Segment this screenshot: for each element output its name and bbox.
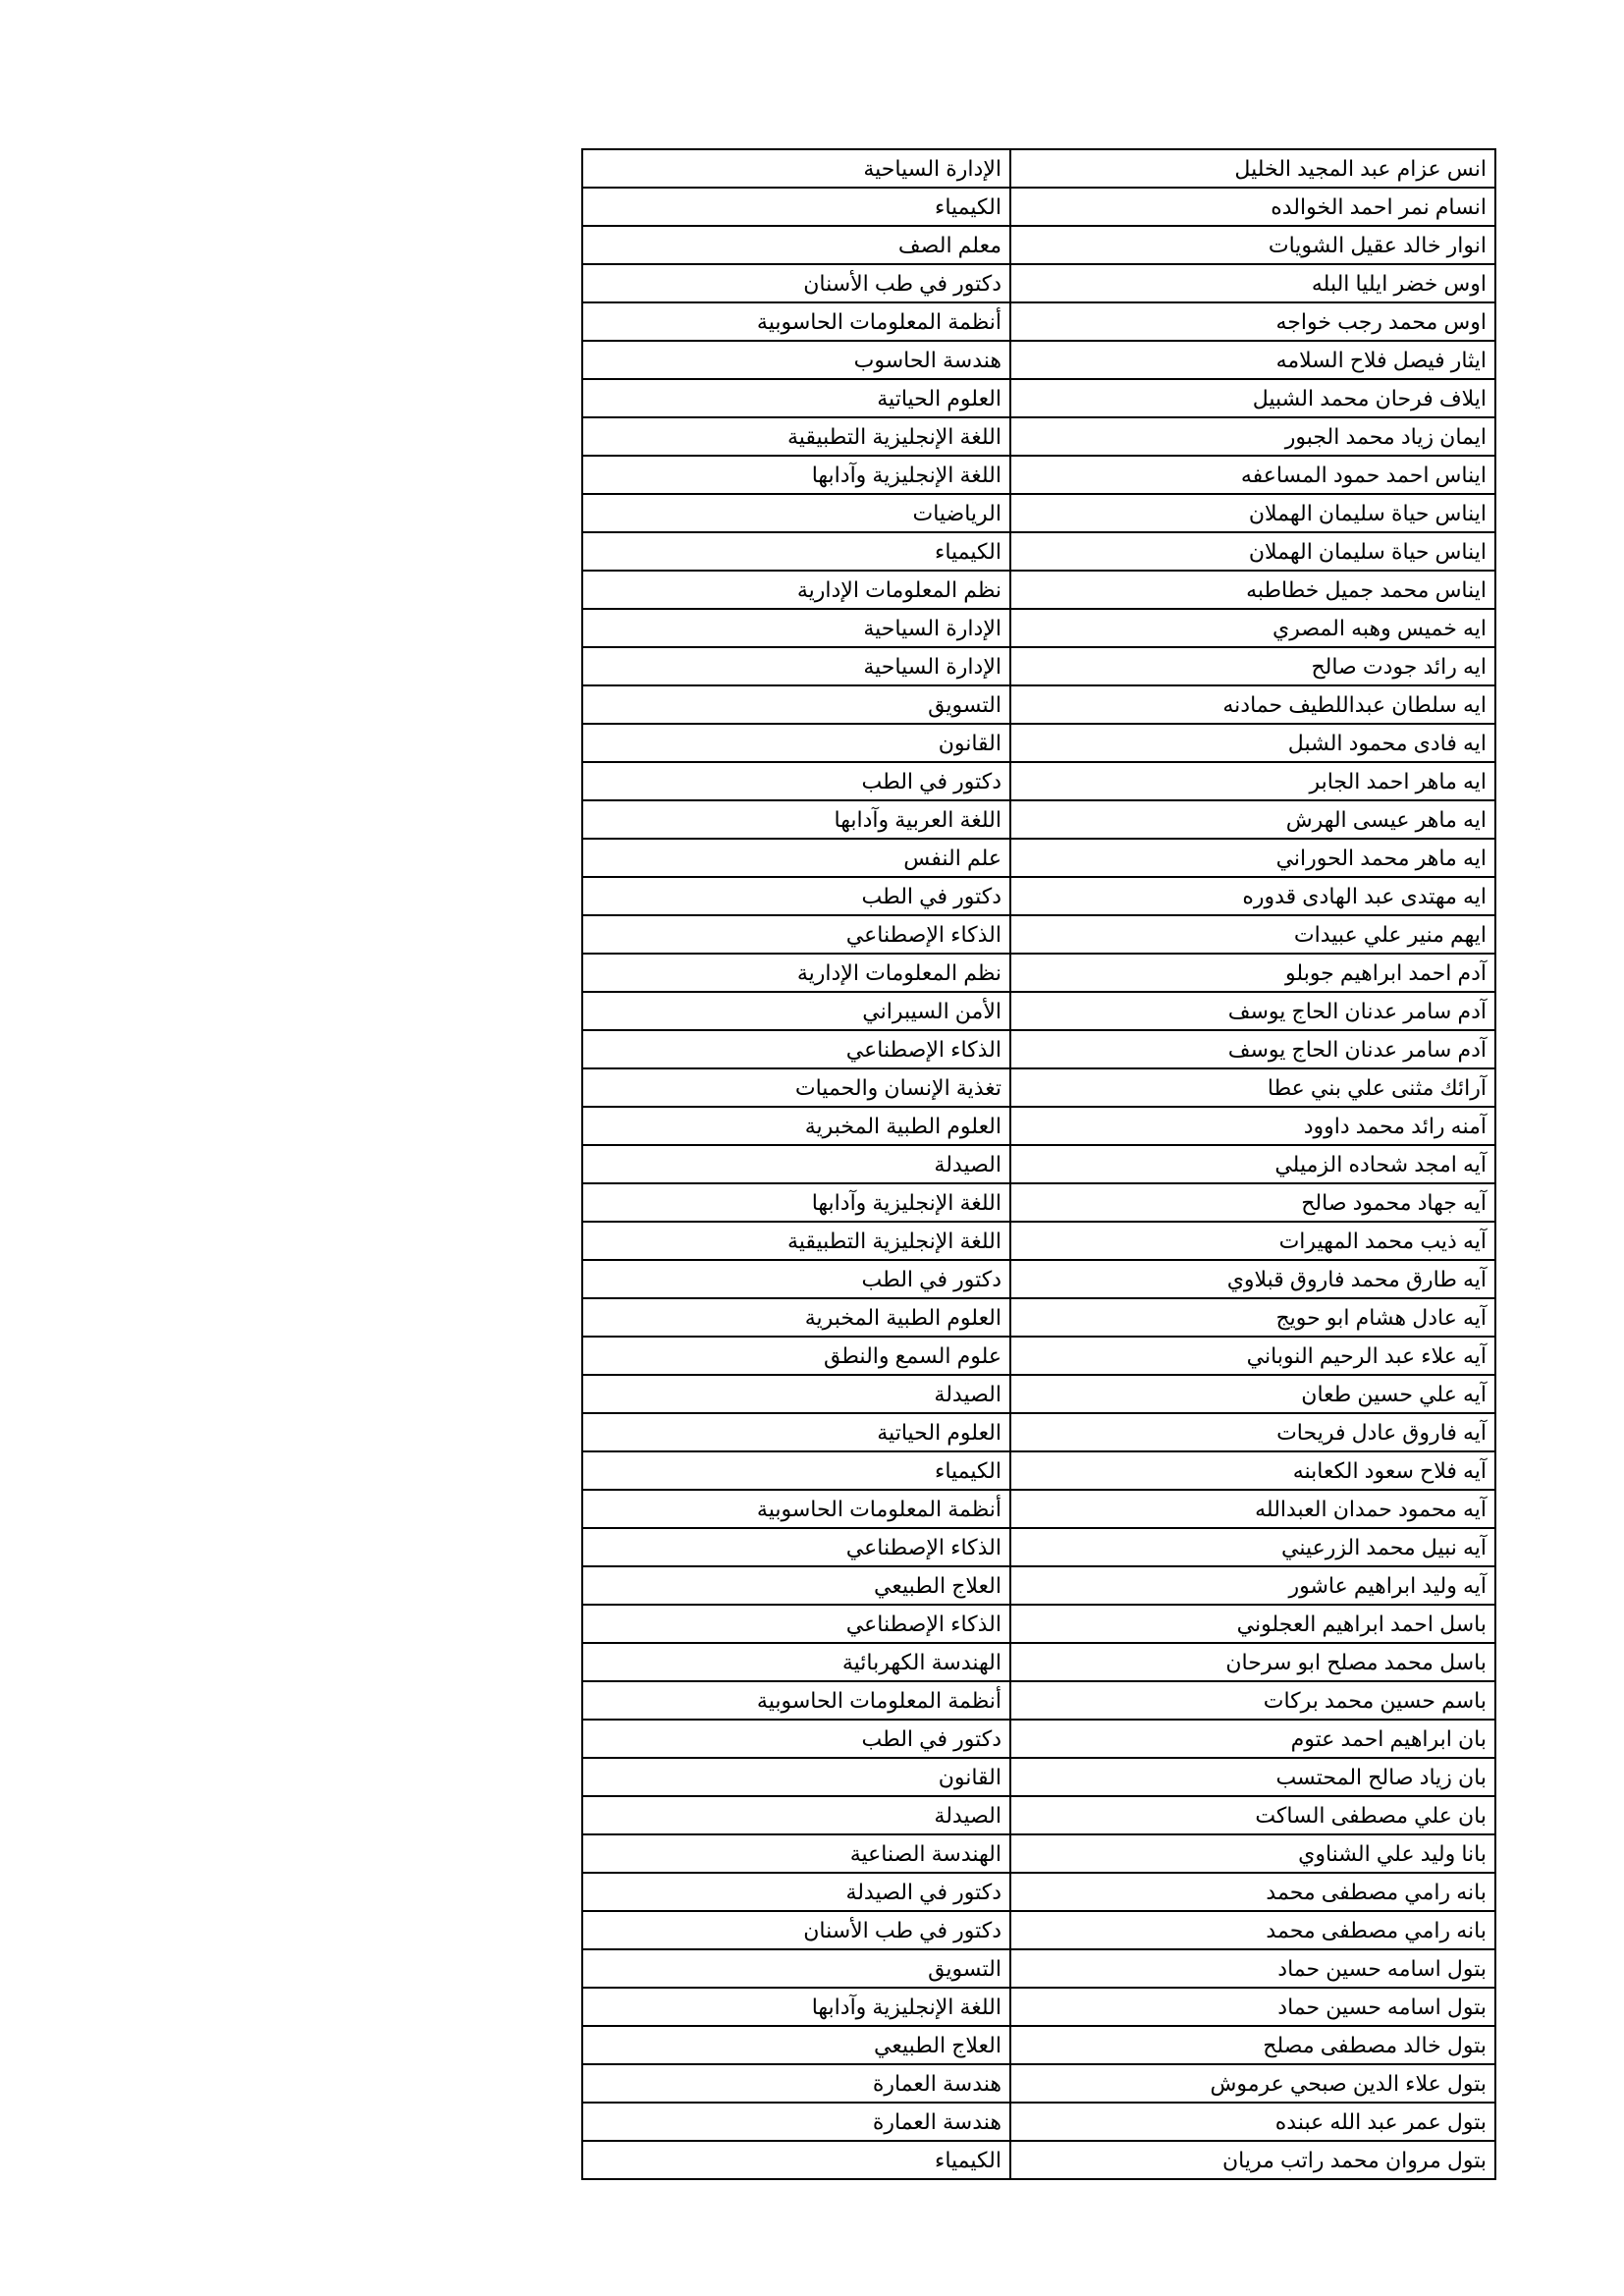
student-name-cell: آيه امجد شحاده الزميلي [1010,1145,1495,1183]
major-cell: الصيدلة [582,1375,1010,1413]
table-row [582,2103,1495,2141]
table-row [582,226,1495,264]
student-name-cell: آيه ذيب محمد المهيرات [1010,1222,1495,1260]
student-name-cell: ايه رائد جودت صالح [1010,647,1495,685]
table-row [582,341,1495,379]
table-row [582,302,1495,341]
student-name-cell: آرائك مثنى علي بني عطا [1010,1068,1495,1107]
student-name-cell: انسام نمر احمد الخوالده [1010,188,1495,226]
table-row [582,532,1495,571]
table-row [582,1758,1495,1796]
table-row [582,1375,1495,1413]
major-cell: أنظمة المعلومات الحاسوبية [582,1490,1010,1528]
table-row [582,1183,1495,1222]
table-row [582,494,1495,532]
student-name-cell: ايهم منير علي عبيدات [1010,915,1495,954]
student-name-cell: بتول علاء الدين صبحي عرموش [1010,2064,1495,2103]
table-row [582,1873,1495,1911]
student-name-cell: ايه مهتدى عبد الهادى قدوره [1010,877,1495,915]
student-name-cell: آمنه رائد محمد داوود [1010,1107,1495,1145]
major-cell: التسويق [582,1949,1010,1988]
major-cell: الكيمياء [582,1451,1010,1490]
table-row [582,609,1495,647]
student-name-cell: بان ابراهيم احمد عتوم [1010,1720,1495,1758]
student-name-cell: ايه ماهر محمد الحوراني [1010,839,1495,877]
student-name-cell: آيه جهاد محمود صالح [1010,1183,1495,1222]
major-cell: الكيمياء [582,2141,1010,2179]
table-row [582,456,1495,494]
table-row [582,1720,1495,1758]
table-row [582,1528,1495,1566]
table-row [582,647,1495,685]
major-cell: الهندسة الكهربائية [582,1643,1010,1681]
student-name-cell: اوس محمد رجب خواجه [1010,302,1495,341]
student-name-cell: بان علي مصطفى الساكت [1010,1796,1495,1834]
student-name-cell: آدم سامر عدنان الحاج يوسف [1010,992,1495,1030]
student-name-cell: آيه علاء عبد الرحيم النوباني [1010,1337,1495,1375]
major-cell: تغذية الإنسان والحميات [582,1068,1010,1107]
table-row [582,1566,1495,1605]
table-row [582,1107,1495,1145]
major-cell: العلوم الطبية المخبرية [582,1298,1010,1337]
major-cell: علم النفس [582,839,1010,877]
major-cell: هندسة العمارة [582,2064,1010,2103]
student-name-cell: آيه نبيل محمد الزرعيني [1010,1528,1495,1566]
major-cell: العلاج الطبيعي [582,1566,1010,1605]
student-name-cell: ايثار فيصل فلاح السلامه [1010,341,1495,379]
major-cell: الصيدلة [582,1796,1010,1834]
table-row [582,724,1495,762]
major-cell: العلاج الطبيعي [582,2026,1010,2064]
table-row [582,1949,1495,1988]
table-row [582,915,1495,954]
major-cell: دكتور في الطب [582,1720,1010,1758]
student-name-cell: آيه وليد ابراهيم عاشور [1010,1566,1495,1605]
table-row [582,992,1495,1030]
student-name-cell: بتول خالد مصطفى مصلح [1010,2026,1495,2064]
major-cell: دكتور في الصيدلة [582,1873,1010,1911]
major-cell: الصيدلة [582,1145,1010,1183]
major-cell: الذكاء الإصطناعي [582,1528,1010,1566]
major-cell: اللغة الإنجليزية التطبيقية [582,1222,1010,1260]
major-cell: دكتور في الطب [582,1260,1010,1298]
student-name-cell: بانا وليد علي الشناوي [1010,1834,1495,1873]
major-cell: معلم الصف [582,226,1010,264]
student-name-cell: ايناس احمد حمود المساعفه [1010,456,1495,494]
student-name-cell: ايه فادى محمود الشبل [1010,724,1495,762]
table-row [582,1413,1495,1451]
major-cell: القانون [582,724,1010,762]
student-name-cell: ايه ماهر عيسى الهرش [1010,800,1495,839]
records-table [581,148,1496,2180]
major-cell: نظم المعلومات الإدارية [582,571,1010,609]
student-name-cell: ايلاف فرحان محمد الشبيل [1010,379,1495,417]
student-name-cell: انوار خالد عقيل الشويات [1010,226,1495,264]
student-name-cell: آيه طارق محمد فاروق قبلاوي [1010,1260,1495,1298]
major-cell: الكيمياء [582,532,1010,571]
table-row [582,149,1495,188]
major-cell: دكتور في طب الأسنان [582,264,1010,302]
table-row [582,1988,1495,2026]
student-name-cell: اوس خضر ايليا البله [1010,264,1495,302]
table-row [582,2141,1495,2179]
table-row [582,2026,1495,2064]
student-name-cell: باسل محمد مصلح ابو سرحان [1010,1643,1495,1681]
student-name-cell: انس عزام عبد المجيد الخليل [1010,149,1495,188]
student-name-cell: بانه رامي مصطفى محمد [1010,1911,1495,1949]
major-cell: الإدارة السياحية [582,647,1010,685]
table-row [582,1260,1495,1298]
major-cell: هندسة الحاسوب [582,341,1010,379]
major-cell: الهندسة الصناعية [582,1834,1010,1873]
table-row [582,685,1495,724]
major-cell: الكيمياء [582,188,1010,226]
table-row [582,1643,1495,1681]
student-name-cell: بتول مروان محمد راتب مريان [1010,2141,1495,2179]
student-name-cell: ايه ماهر احمد الجابر [1010,762,1495,800]
table-row [582,1911,1495,1949]
student-name-cell: ايمان زياد محمد الجبور [1010,417,1495,456]
table-row [582,417,1495,456]
major-cell: هندسة العمارة [582,2103,1010,2141]
major-cell: اللغة الإنجليزية وآدابها [582,456,1010,494]
student-name-cell: ايه خميس وهبه المصري [1010,609,1495,647]
table-row [582,1490,1495,1528]
student-name-cell: بتول اسامه حسين حماد [1010,1988,1495,2026]
table-row [582,1796,1495,1834]
table-row [582,264,1495,302]
major-cell: علوم السمع والنطق [582,1337,1010,1375]
table-row [582,1337,1495,1375]
major-cell: الإدارة السياحية [582,149,1010,188]
table-row [582,2064,1495,2103]
table-row [582,839,1495,877]
major-cell: اللغة الإنجليزية وآدابها [582,1988,1010,2026]
major-cell: العلوم الحياتية [582,1413,1010,1451]
student-name-cell: آدم سامر عدنان الحاج يوسف [1010,1030,1495,1068]
student-name-cell: ايناس محمد جميل خطاطبه [1010,571,1495,609]
table-row [582,1068,1495,1107]
major-cell: التسويق [582,685,1010,724]
major-cell: أنظمة المعلومات الحاسوبية [582,1681,1010,1720]
student-name-cell: آدم احمد ابراهيم جوبلو [1010,954,1495,992]
student-name-cell: آيه فاروق عادل فريحات [1010,1413,1495,1451]
major-cell: أنظمة المعلومات الحاسوبية [582,302,1010,341]
major-cell: اللغة الإنجليزية وآدابها [582,1183,1010,1222]
student-name-cell: بتول عمر عبد الله عبنده [1010,2103,1495,2141]
major-cell: دكتور في الطب [582,877,1010,915]
student-name-cell: ايه سلطان عبداللطيف حمادنه [1010,685,1495,724]
table-row [582,571,1495,609]
major-cell: العلوم الطبية المخبرية [582,1107,1010,1145]
table-row [582,1298,1495,1337]
major-cell: الأمن السيبراني [582,992,1010,1030]
table-row [582,1681,1495,1720]
table-row [582,800,1495,839]
major-cell: الرياضيات [582,494,1010,532]
table-row [582,1605,1495,1643]
table-row [582,1030,1495,1068]
major-cell: القانون [582,1758,1010,1796]
student-name-cell: بتول اسامه حسين حماد [1010,1949,1495,1988]
student-name-cell: آيه محمود حمدان العبدالله [1010,1490,1495,1528]
table-row [582,954,1495,992]
student-name-cell: باسم حسين محمد بركات [1010,1681,1495,1720]
table-row [582,1451,1495,1490]
table-row [582,1222,1495,1260]
major-cell: اللغة الإنجليزية التطبيقية [582,417,1010,456]
student-name-cell: ايناس حياة سليمان الهملان [1010,532,1495,571]
major-cell: نظم المعلومات الإدارية [582,954,1010,992]
major-cell: الذكاء الإصطناعي [582,915,1010,954]
major-cell: دكتور في طب الأسنان [582,1911,1010,1949]
records-table-body [582,149,1495,2179]
student-name-cell: آيه فلاح سعود الكعابنه [1010,1451,1495,1490]
table-row [582,877,1495,915]
table-row [582,379,1495,417]
student-name-cell: بان زياد صالح المحتسب [1010,1758,1495,1796]
student-name-cell: آيه علي حسين طعان [1010,1375,1495,1413]
major-cell: اللغة العربية وآدابها [582,800,1010,839]
major-cell: دكتور في الطب [582,762,1010,800]
table-row [582,762,1495,800]
table-row [582,1834,1495,1873]
major-cell: الإدارة السياحية [582,609,1010,647]
major-cell: الذكاء الإصطناعي [582,1605,1010,1643]
student-name-cell: باسل احمد ابراهيم العجلوني [1010,1605,1495,1643]
student-name-cell: ايناس حياة سليمان الهملان [1010,494,1495,532]
student-name-cell: آيه عادل هشام ابو حويج [1010,1298,1495,1337]
major-cell: العلوم الحياتية [582,379,1010,417]
student-name-cell: بانه رامي مصطفى محمد [1010,1873,1495,1911]
table-row [582,1145,1495,1183]
major-cell: الذكاء الإصطناعي [582,1030,1010,1068]
table-row [582,188,1495,226]
